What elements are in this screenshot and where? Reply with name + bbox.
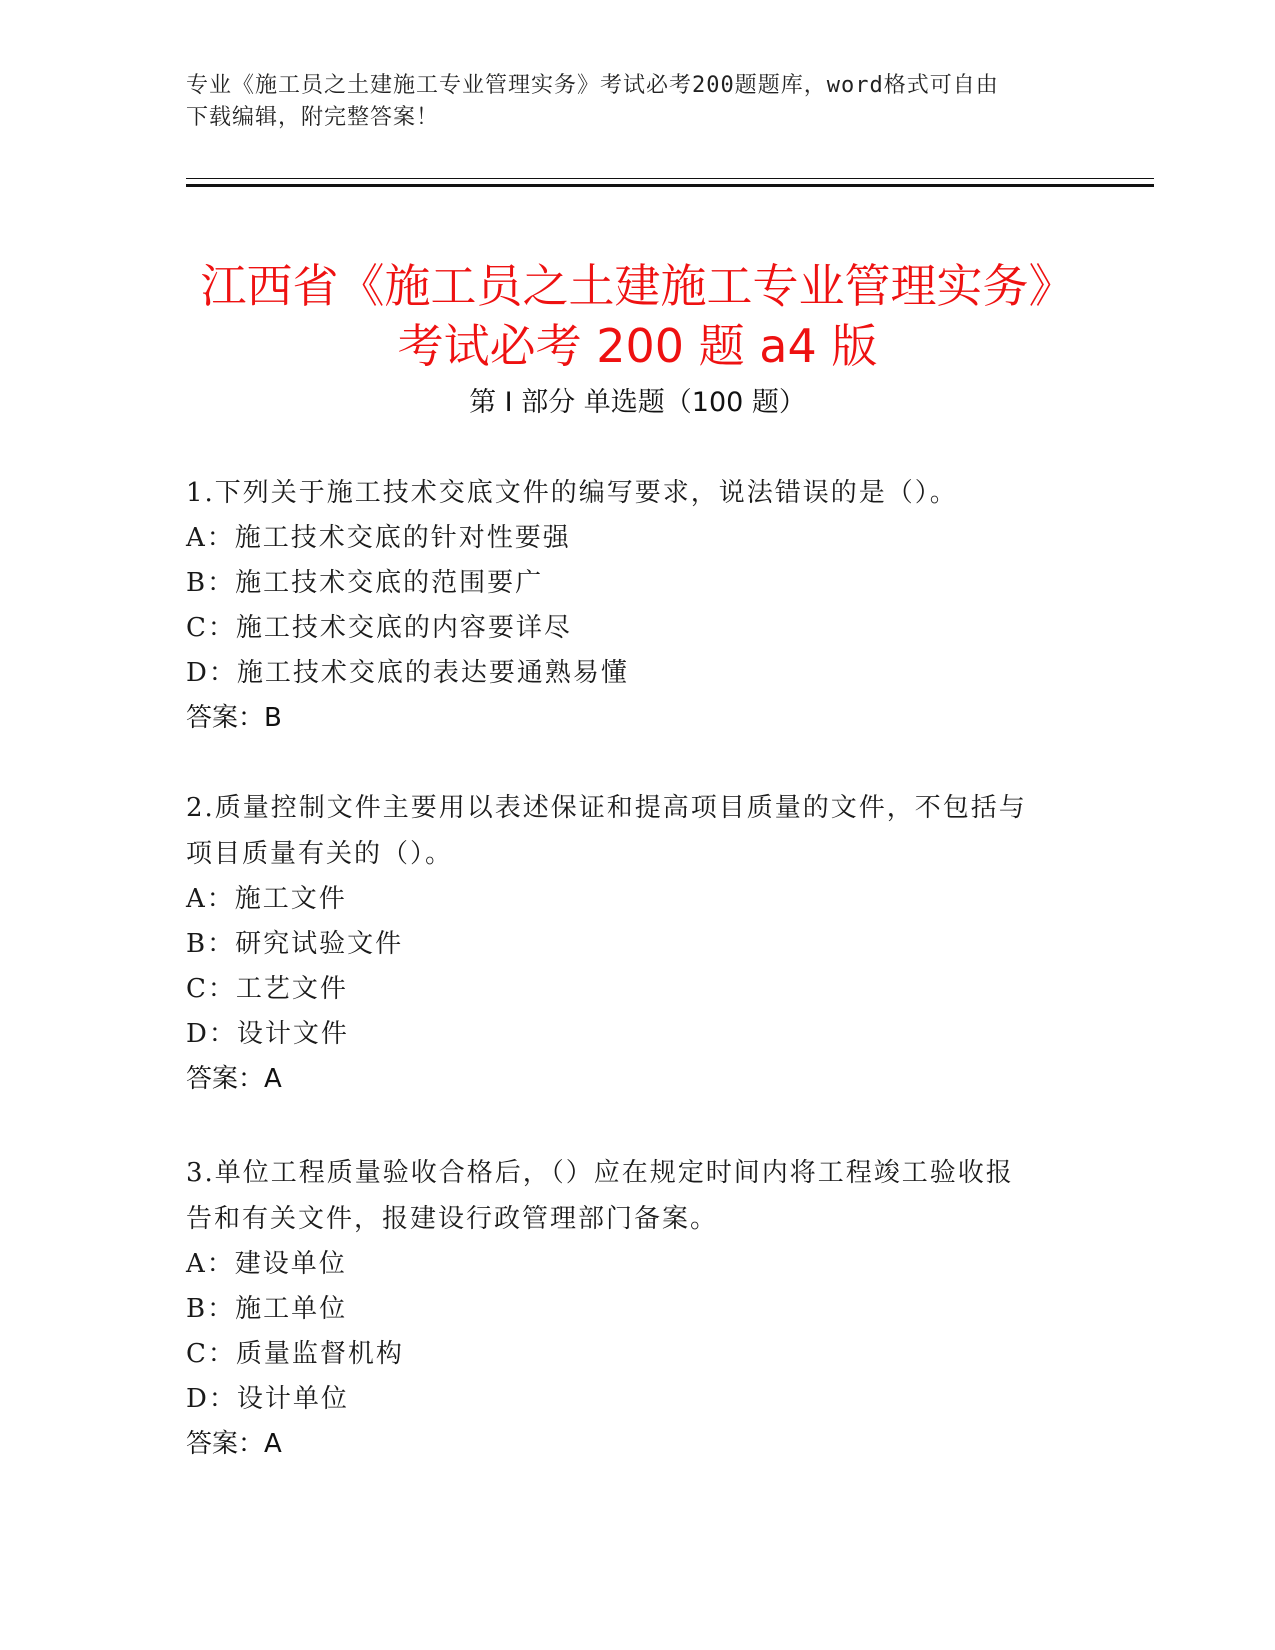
question-3-stem-line-1: 3.单位工程质量验收合格后，（）应在规定时间内将工程竣工验收报 — [186, 1158, 1014, 1188]
question-1-answer: 答案：B — [186, 703, 282, 733]
document-title-line-1: 江西省《施工员之土建施工专业管理实务》 — [200, 258, 1075, 313]
question-3-option-a: A：建设单位 — [186, 1249, 347, 1279]
question-1-option-c: C：施工技术交底的内容要详尽 — [186, 613, 572, 643]
question-3-option-b: B：施工单位 — [186, 1294, 348, 1324]
section-heading: 第 I 部分 单选题（100 题） — [469, 387, 806, 418]
question-1-option-d: D：施工技术交底的表达要通熟易懂 — [186, 658, 629, 688]
document-title-line-2: 考试必考 200 题 a4 版 — [397, 318, 878, 373]
header-divider-thin — [186, 178, 1154, 179]
question-3-answer: 答案：A — [186, 1429, 282, 1459]
question-2 — [186, 785, 1086, 1102]
question-2-option-d: D：设计文件 — [186, 1019, 349, 1049]
question-3-option-c: C：质量监督机构 — [186, 1339, 404, 1369]
question-2-option-c: C：工艺文件 — [186, 974, 348, 1004]
question-2-stem-line-2: 项目质量有关的（）。 — [186, 839, 454, 869]
question-1-stem: 1.下列关于施工技术交底文件的编写要求，说法错误的是（）。 — [186, 478, 958, 508]
question-1-option-a: A：施工技术交底的针对性要强 — [186, 523, 571, 553]
header-divider-thick — [186, 184, 1154, 187]
question-2-option-a: A：施工文件 — [186, 884, 347, 914]
question-3 — [186, 1150, 1086, 1467]
document-title — [120, 256, 1155, 376]
question-3-stem-line-2: 告和有关文件，报建设行政管理部门备案。 — [186, 1204, 719, 1234]
question-3-option-d: D：设计单位 — [186, 1384, 349, 1414]
header-note-line-2: 下载编辑，附完整答案！ — [186, 105, 440, 130]
header-note-line-1: 专业《施工员之土建施工专业管理实务》考试必考200题题库，word格式可自由 — [186, 73, 999, 98]
question-2-answer: 答案：A — [186, 1064, 282, 1094]
question-1-option-b: B：施工技术交底的范围要广 — [186, 568, 544, 598]
question-2-stem-line-1: 2.质量控制文件主要用以表述保证和提高项目质量的文件，不包括与 — [186, 793, 1027, 823]
question-2-option-b: B：研究试验文件 — [186, 929, 404, 959]
question-1 — [186, 470, 1086, 741]
header-note — [186, 70, 1066, 134]
